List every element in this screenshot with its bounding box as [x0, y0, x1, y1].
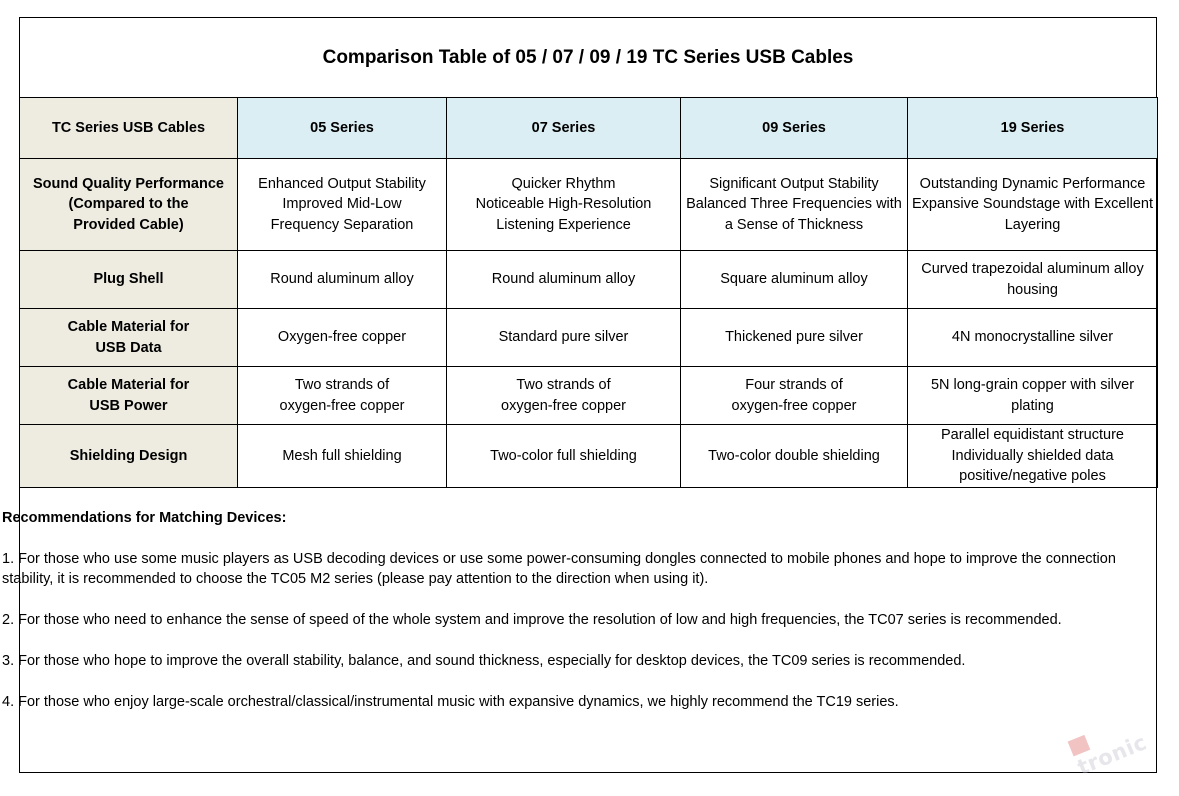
- table-cell: Mesh full shielding: [238, 425, 447, 488]
- recommendation-item: 3. For those who hope to improve the overall stability, balance, and sound thickness, especially for desktop devices, the TC09 series is recommended.: [2, 653, 966, 669]
- recommendation-item: 1. For those who use some music players as USB decoding devices or use some power-consuming dongles connected to mobile phones and hope to improve the connection stability, it is recommended to choose the TC05 M2 series (please pay attention to the direction when using it).: [2, 550, 1116, 587]
- row-header-sound-quality: Sound Quality Performance (Compared to the Provided Cable): [20, 159, 238, 251]
- table-cell: Curved trapezoidal aluminum alloy housing: [908, 251, 1158, 309]
- table-cell: Standard pure silver: [447, 309, 681, 367]
- table-row: [20, 159, 1158, 251]
- recommendation-item: 2. For those who need to enhance the sense of speed of the whole system and improve the resolution of low and high frequencies, the TC07 series is recommended.: [2, 612, 1062, 628]
- header-cell-corner: TC Series USB Cables: [20, 98, 238, 159]
- header-cell-05-series: 05 Series: [238, 98, 447, 159]
- table-cell: Two-color double shielding: [681, 425, 908, 488]
- recommendations-section: [2, 508, 1127, 733]
- table-cell: Square aluminum alloy: [681, 251, 908, 309]
- comparison-table: [19, 97, 1158, 488]
- table-cell: Four strands of oxygen-free copper: [681, 367, 908, 425]
- row-header-shielding: Shielding Design: [20, 425, 238, 488]
- table-cell: Quicker Rhythm Noticeable High-Resolution Listening Experience: [447, 159, 681, 251]
- table-row: [20, 309, 1158, 367]
- table-cell: Round aluminum alloy: [447, 251, 681, 309]
- table-cell: Thickened pure silver: [681, 309, 908, 367]
- table-cell: Significant Output Stability Balanced Three Frequencies with a Sense of Thickness: [681, 159, 908, 251]
- table-row: [20, 425, 1158, 488]
- table-row: [20, 251, 1158, 309]
- table-cell: 5N long-grain copper with silver plating: [908, 367, 1158, 425]
- table-cell: Outstanding Dynamic Performance Expansive Soundstage with Excellent Layering: [908, 159, 1158, 251]
- table-cell: Parallel equidistant structure Individually shielded data positive/negative poles: [908, 425, 1158, 488]
- table-header-row: [20, 98, 1158, 159]
- table-cell: Two-color full shielding: [447, 425, 681, 488]
- page-title: Comparison Table of 05 / 07 / 09 / 19 TC Series USB Cables: [322, 46, 854, 68]
- table-cell: Enhanced Output Stability Improved Mid-Low Frequency Separation: [238, 159, 447, 251]
- table-cell: 4N monocrystalline silver: [908, 309, 1158, 367]
- row-header-usb-power: Cable Material for USB Power: [20, 367, 238, 425]
- row-header-usb-data: Cable Material for USB Data: [20, 309, 238, 367]
- recommendation-item: 4. For those who enjoy large-scale orchestral/classical/instrumental music with expansive dynamics, we highly recommend the TC19 series.: [2, 694, 899, 710]
- recommendations-heading: Recommendations for Matching Devices:: [2, 510, 287, 526]
- table-cell: Oxygen-free copper: [238, 309, 447, 367]
- header-cell-19-series: 19 Series: [908, 98, 1158, 159]
- row-header-plug-shell: Plug Shell: [20, 251, 238, 309]
- table-cell: Round aluminum alloy: [238, 251, 447, 309]
- table-cell: Two strands of oxygen-free copper: [238, 367, 447, 425]
- watermark-text: tronic: [1074, 730, 1151, 780]
- header-cell-07-series: 07 Series: [447, 98, 681, 159]
- table-cell: Two strands of oxygen-free copper: [447, 367, 681, 425]
- table-row: [20, 367, 1158, 425]
- header-cell-09-series: 09 Series: [681, 98, 908, 159]
